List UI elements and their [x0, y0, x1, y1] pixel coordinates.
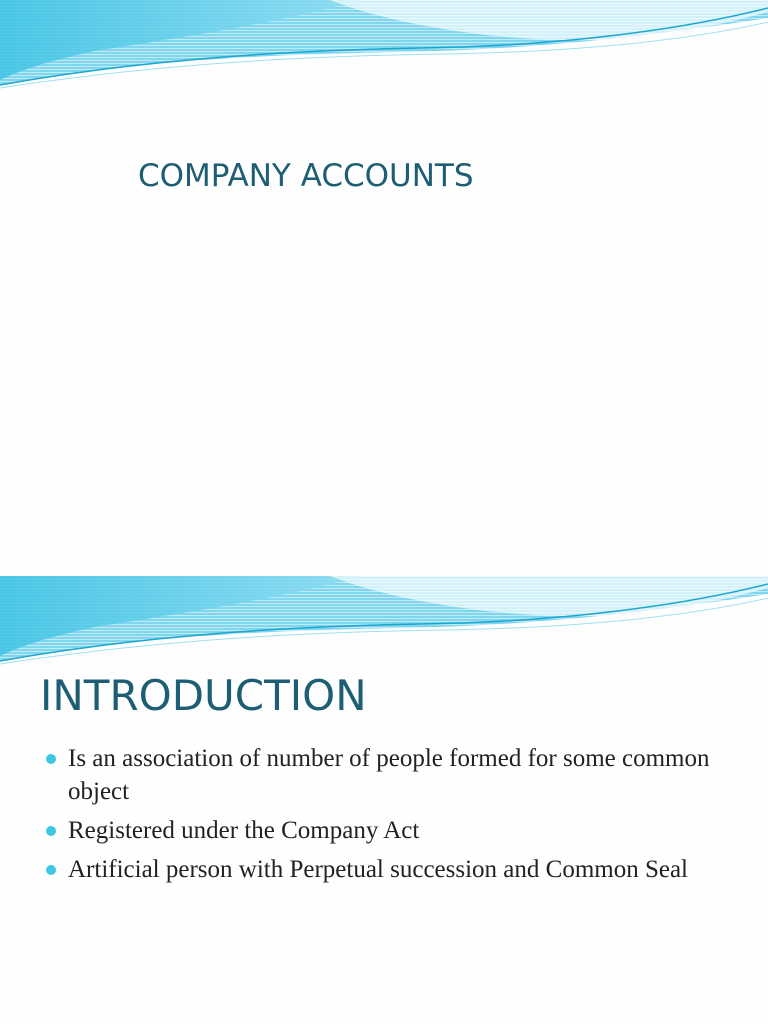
bullet-dot-icon — [46, 826, 56, 836]
bullet-text: Registered under the Company Act — [68, 817, 420, 844]
bullet-list — [46, 742, 736, 892]
bullet-item — [46, 814, 736, 847]
bullet-text: Artificial person with Perpetual succession and Common Seal — [68, 856, 689, 883]
slide-title: INTRODUCTION — [40, 671, 367, 720]
bullet-dot-icon — [46, 865, 56, 875]
slide-2 — [0, 576, 768, 1024]
slide-title: COMPANY ACCOUNTS — [138, 158, 474, 194]
bullet-text: Is an association of number of people formed for some common object — [68, 745, 710, 805]
bullet-item — [46, 853, 736, 886]
bullet-dot-icon — [46, 754, 56, 764]
bullet-item — [46, 742, 736, 808]
wave-banner-decoration — [0, 0, 768, 95]
wave-banner-decoration — [0, 576, 768, 671]
